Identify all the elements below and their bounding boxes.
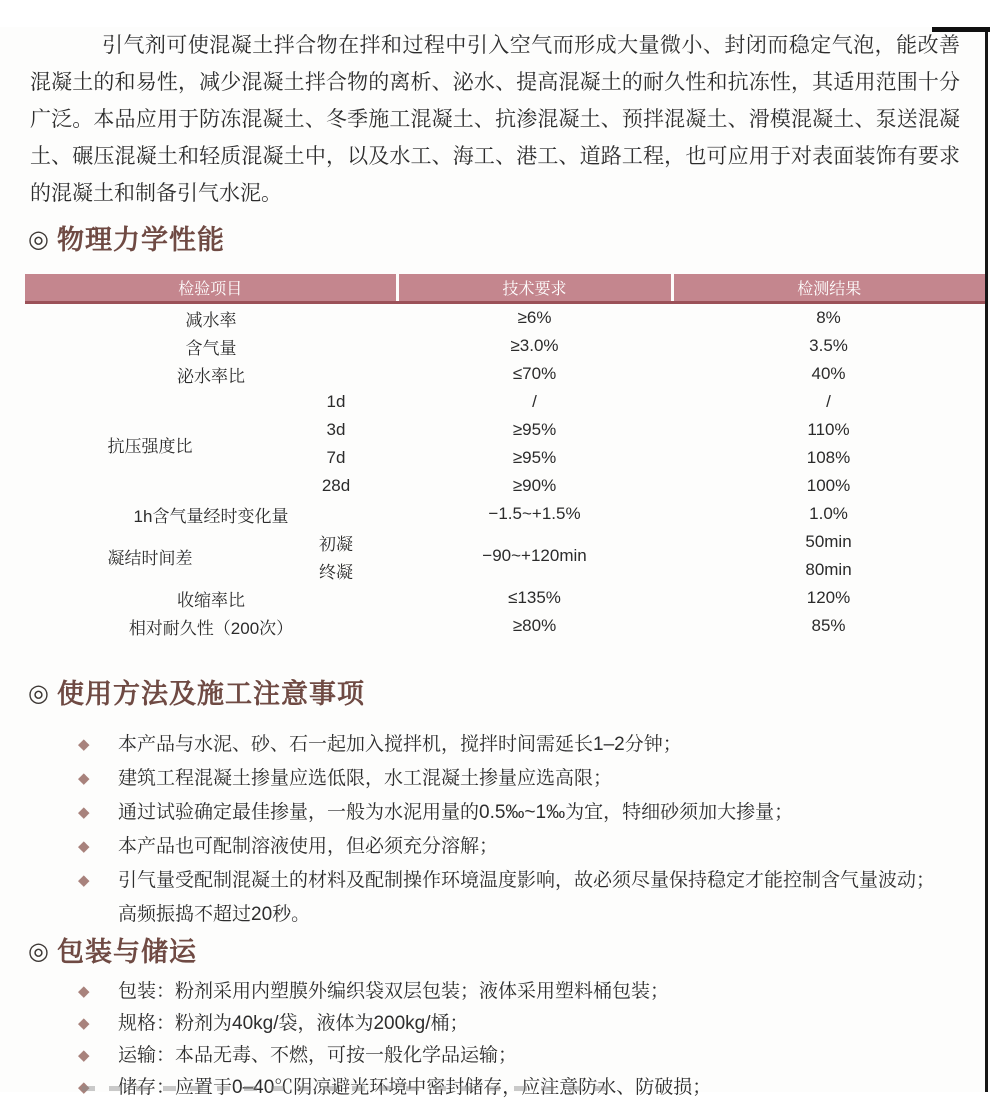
col-header-requirement: 技术要求 bbox=[397, 274, 672, 303]
diamond-bullet-icon: ◆ bbox=[78, 838, 90, 855]
intro-paragraph: 引气剂可使混凝土拌合物在拌和过程中引入空气而形成大量微小、封闭而稳定气泡，能改善混凝土的和易性，减少混凝土拌合物的离析、泌水、提高混凝土的耐久性和抗冻性，其适用范围十分广泛。本品应用于防冻混凝土、冬季施工混凝土、抗渗混凝土、预拌混凝土、滑模混凝土、泵送混凝土、碾压混凝土和轻质混凝土中，以及水工、海工、港工、道路工程，也可应用于对表面装饰有要求的混凝土和制备引气水泥。 bbox=[30, 34, 960, 205]
list-item bbox=[78, 762, 990, 796]
cell-requirement: ≥95% bbox=[512, 420, 557, 439]
cell-result: 40% bbox=[811, 364, 846, 383]
cell-item: 相对耐久性（200次） bbox=[128, 618, 294, 638]
cell-requirement: ≤70% bbox=[512, 364, 557, 383]
list-item-text: 通过试验确定最佳掺量，一般为水泥用量的0.5‰~1‰为宜，特细砂须加大掺量； bbox=[118, 802, 794, 823]
list-item-line1: 引气量受配制混凝土的材料及配制操作环境温度影响，故必须尽量保持稳定才能控制含气量波动； bbox=[118, 870, 936, 891]
list-item-text: 建筑工程混凝土掺量应选低限，水工混凝土掺量应选高限； bbox=[118, 768, 613, 789]
diamond-bullet-icon: ◆ bbox=[78, 770, 90, 787]
cell-sub-item: 3d bbox=[326, 420, 346, 439]
section-title-text: 物理力学性能 bbox=[56, 225, 225, 255]
document-page bbox=[0, 27, 990, 1098]
list-item bbox=[78, 976, 990, 1008]
cell-result: 3.5% bbox=[809, 336, 848, 355]
list-item bbox=[78, 830, 990, 864]
table-header-row bbox=[25, 274, 985, 303]
cell-requirement: ≥3.0% bbox=[510, 336, 559, 355]
list-item-text: 包装：粉剂采用内塑膜外编织袋双层包装；液体采用塑料桶包装； bbox=[118, 981, 670, 1002]
cell-requirement: ≤135% bbox=[508, 588, 561, 607]
list-item-text: 储存：应置于0–40℃阴凉避光环境中密封储存，应注意防水、防破损； bbox=[118, 1077, 712, 1098]
cell-result: 50min bbox=[805, 532, 852, 551]
list-item bbox=[78, 1040, 990, 1072]
cell-item: 泌水率比 bbox=[177, 366, 245, 386]
section-title-text: 包装与储运 bbox=[56, 937, 197, 967]
diamond-bullet-icon: ◆ bbox=[78, 1015, 90, 1032]
cell-item: 减水率 bbox=[185, 310, 237, 330]
cell-requirement: ≥80% bbox=[512, 616, 557, 635]
list-item-text: 本产品与水泥、砂、石一起加入搅拌机，搅拌时间需延长1–2分钟； bbox=[118, 734, 682, 755]
cell-requirement: ≥90% bbox=[512, 476, 557, 495]
cutoff-text-remnant bbox=[82, 1086, 622, 1091]
list-item bbox=[78, 796, 990, 830]
performance-table bbox=[25, 274, 985, 640]
diamond-bullet-icon: ◆ bbox=[78, 983, 90, 1000]
col-header-result: 检测结果 bbox=[672, 274, 985, 303]
cell-sub-item: 7d bbox=[326, 448, 346, 467]
cell-result: 108% bbox=[806, 448, 851, 467]
cell-result: 8% bbox=[816, 308, 841, 327]
cell-requirement: −1.5~+1.5% bbox=[488, 504, 581, 523]
cell-sub-item: 1d bbox=[326, 392, 346, 411]
section-title-usage-notes bbox=[28, 676, 990, 712]
cell-requirement: / bbox=[532, 392, 537, 411]
diamond-bullet-icon: ◆ bbox=[78, 1079, 90, 1096]
list-item bbox=[78, 1008, 990, 1040]
table-row bbox=[25, 388, 985, 416]
cell-sub-item: 28d bbox=[321, 476, 351, 495]
cell-requirement: ≥95% bbox=[512, 448, 557, 467]
cell-group-item: 凝结时间差 bbox=[107, 548, 193, 568]
section-marker-icon: ◎ bbox=[28, 226, 50, 253]
cell-result: / bbox=[826, 392, 831, 411]
table-row bbox=[25, 303, 985, 333]
col-header-test-item: 检验项目 bbox=[25, 274, 397, 303]
list-item-text bbox=[118, 864, 990, 932]
section-marker-icon: ◎ bbox=[28, 680, 50, 707]
cell-requirement: ≥6% bbox=[517, 308, 552, 327]
section-marker-icon: ◎ bbox=[28, 938, 50, 965]
cell-sub-item: 终凝 bbox=[319, 562, 353, 582]
list-item-text: 规格：粉剂为40kg/袋，液体为200kg/桶； bbox=[118, 1013, 469, 1034]
cell-item: 1h含气量经时变化量 bbox=[133, 506, 289, 526]
cell-result: 85% bbox=[811, 616, 846, 635]
section-title-packaging-storage bbox=[28, 934, 990, 970]
cell-requirement: −90~+120min bbox=[482, 546, 587, 565]
diamond-bullet-icon: ◆ bbox=[78, 872, 90, 889]
table-row bbox=[25, 584, 985, 612]
cell-result: 110% bbox=[807, 420, 850, 439]
list-item-line2: 高频振捣不超过20秒。 bbox=[118, 904, 311, 925]
table-row bbox=[25, 332, 985, 360]
list-item bbox=[78, 864, 990, 932]
list-item-text: 本产品也可配制溶液使用，但必须充分溶解； bbox=[118, 836, 499, 857]
cell-group-item: 抗压强度比 bbox=[107, 436, 193, 456]
table-row bbox=[25, 612, 985, 640]
diamond-bullet-icon: ◆ bbox=[78, 736, 90, 753]
cell-result: 80min bbox=[805, 560, 852, 579]
diamond-bullet-icon: ◆ bbox=[78, 804, 90, 821]
section-title-physical-properties bbox=[28, 222, 990, 258]
cell-result: 1.0% bbox=[809, 504, 848, 523]
table-row bbox=[25, 500, 985, 528]
scan-edge-line bbox=[985, 27, 988, 1092]
packaging-bullet-list bbox=[78, 976, 990, 1104]
cell-item: 含气量 bbox=[185, 338, 237, 358]
cell-sub-item: 初凝 bbox=[319, 534, 353, 554]
usage-bullet-list bbox=[78, 728, 990, 932]
cell-result: 100% bbox=[806, 476, 851, 495]
list-item bbox=[78, 728, 990, 762]
cell-item: 收缩率比 bbox=[177, 590, 245, 610]
section-title-text: 使用方法及施工注意事项 bbox=[56, 679, 365, 709]
table-row bbox=[25, 528, 985, 556]
cell-result: 120% bbox=[806, 588, 851, 607]
table-row bbox=[25, 360, 985, 388]
list-item-text: 运输：本品无毒、不燃，可按一般化学品运输； bbox=[118, 1045, 518, 1066]
scan-corner-mark bbox=[932, 27, 990, 32]
diamond-bullet-icon: ◆ bbox=[78, 1047, 90, 1064]
